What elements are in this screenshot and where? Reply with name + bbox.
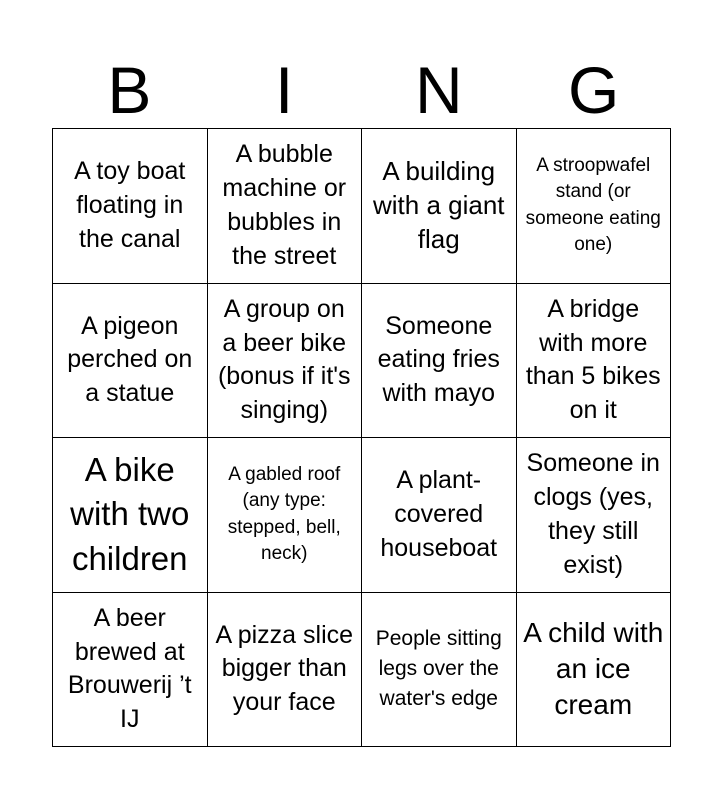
bingo-cell[interactable]: A pizza slice bigger than your face (208, 593, 363, 748)
bingo-cell[interactable]: Someone in clogs (yes, they still exist) (517, 438, 672, 593)
bingo-cell[interactable]: A plant-covered houseboat (362, 438, 517, 593)
bingo-cell[interactable]: A bubble machine or bubbles in the street (208, 129, 363, 284)
bingo-cell[interactable]: A bike with two children (53, 438, 208, 593)
header-letter-b: B (107, 53, 152, 127)
bingo-cell[interactable]: A building with a giant flag (362, 129, 517, 284)
header-letter-i: I (274, 53, 294, 127)
bingo-cell[interactable]: A stroopwafel stand (or someone eating one) (517, 129, 672, 284)
header-letter-n: N (415, 53, 463, 127)
bingo-cell[interactable]: A gabled roof (any type: stepped, bell, neck) (208, 438, 363, 593)
bingo-cell[interactable]: A beer brewed at Brouwerij ’t IJ (53, 593, 208, 748)
bingo-grid (52, 128, 671, 747)
bingo-header (52, 52, 671, 128)
header-letter-g: G (567, 53, 620, 127)
bingo-cell[interactable]: A pigeon perched on a statue (53, 284, 208, 439)
bingo-cell[interactable]: A child with an ice cream (517, 593, 672, 748)
bingo-cell[interactable]: People sitting legs over the water's edge (362, 593, 517, 748)
bingo-cell[interactable]: Someone eating fries with mayo (362, 284, 517, 439)
bingo-cell[interactable]: A toy boat floating in the canal (53, 129, 208, 284)
bingo-cell[interactable]: A bridge with more than 5 bikes on it (517, 284, 672, 439)
bingo-cell[interactable]: A group on a beer bike (bonus if it's singing) (208, 284, 363, 439)
